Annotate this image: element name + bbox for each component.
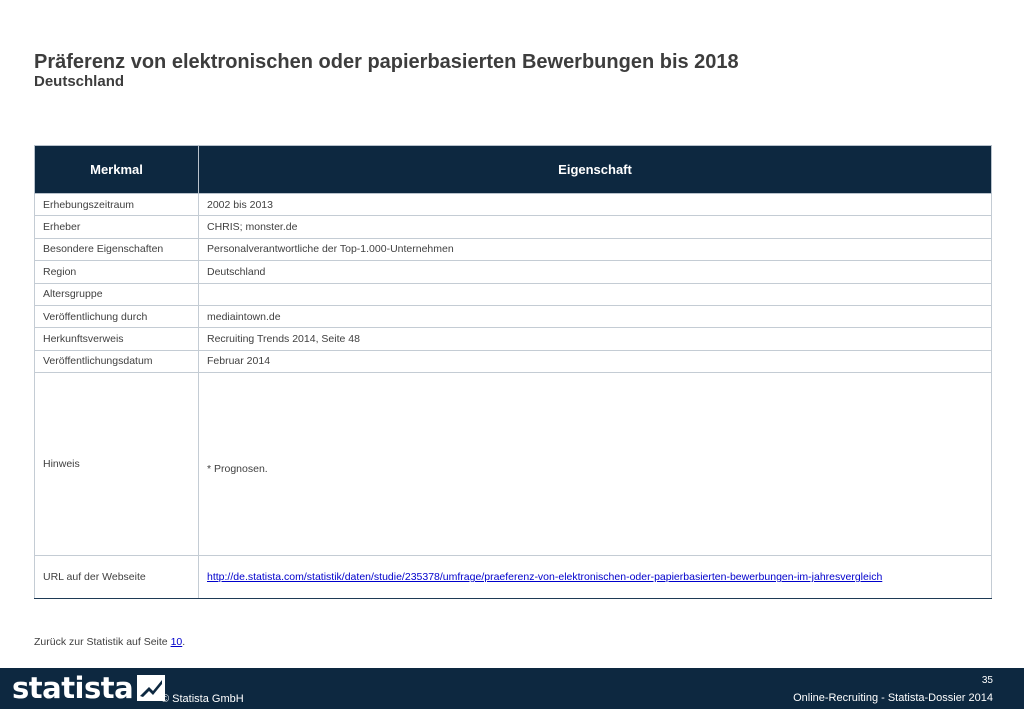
back-prefix: Zurück zur Statistik auf Seite bbox=[34, 636, 171, 648]
back-page-link[interactable]: 10 bbox=[170, 636, 183, 648]
row-value bbox=[199, 283, 992, 305]
row-value: Deutschland bbox=[199, 261, 992, 283]
metadata-table bbox=[34, 145, 992, 599]
row-label: Veröffentlichungsdatum bbox=[35, 350, 199, 372]
row-label: Erheber bbox=[35, 216, 199, 238]
dossier-title: Online-Recruiting - Statista-Dossier 2014 bbox=[793, 692, 993, 704]
row-value: mediaintown.de bbox=[199, 305, 992, 327]
table-row bbox=[35, 261, 992, 283]
table-row bbox=[35, 194, 992, 216]
row-label: Herkunftsverweis bbox=[35, 328, 199, 350]
url-cell bbox=[199, 556, 992, 599]
row-label: Veröffentlichung durch bbox=[35, 305, 199, 327]
row-value: Personalverantwortliche der Top-1.000-Unternehmen bbox=[199, 238, 992, 260]
row-value: 2002 bis 2013 bbox=[199, 194, 992, 216]
row-label: URL auf der Webseite bbox=[35, 556, 199, 599]
table-row-url bbox=[35, 556, 992, 599]
row-label: Erhebungszeitraum bbox=[35, 194, 199, 216]
row-value: CHRIS; monster.de bbox=[199, 216, 992, 238]
footer-bar bbox=[0, 668, 1024, 709]
header-eigenschaft: Eigenschaft bbox=[199, 146, 992, 194]
logo-wordmark: statista bbox=[12, 671, 134, 705]
table-row-hinweis bbox=[35, 373, 992, 556]
table-header-row bbox=[35, 146, 992, 194]
row-value: Recruiting Trends 2014, Seite 48 bbox=[199, 328, 992, 350]
copyright: © Statista GmbH bbox=[161, 693, 244, 705]
page-subtitle: Deutschland bbox=[34, 73, 125, 90]
page-number: 35 bbox=[981, 675, 993, 686]
statistic-url-link[interactable]: http://de.statista.com/statistik/daten/studie/235378/umfrage/praeferenz-von-elektronischen-oder-papierbasierten-bewerbungen-im-jahresvergleich bbox=[207, 571, 883, 584]
table-row bbox=[35, 350, 992, 372]
back-to-statistic bbox=[34, 636, 185, 648]
row-value: * Prognosen. bbox=[199, 373, 992, 556]
table-row bbox=[35, 328, 992, 350]
row-label: Hinweis bbox=[35, 373, 199, 556]
statista-logo bbox=[12, 673, 165, 703]
table-row bbox=[35, 305, 992, 327]
row-value: Februar 2014 bbox=[199, 350, 992, 372]
row-label: Besondere Eigenschaften bbox=[35, 238, 199, 260]
table-row bbox=[35, 283, 992, 305]
page-title: Präferenz von elektronischen oder papierbasierten Bewerbungen bis 2018 bbox=[34, 51, 739, 73]
table-row bbox=[35, 238, 992, 260]
header-merkmal: Merkmal bbox=[35, 146, 199, 194]
row-label: Region bbox=[35, 261, 199, 283]
back-suffix: . bbox=[182, 636, 186, 648]
table-row bbox=[35, 216, 992, 238]
row-label: Altersgruppe bbox=[35, 283, 199, 305]
